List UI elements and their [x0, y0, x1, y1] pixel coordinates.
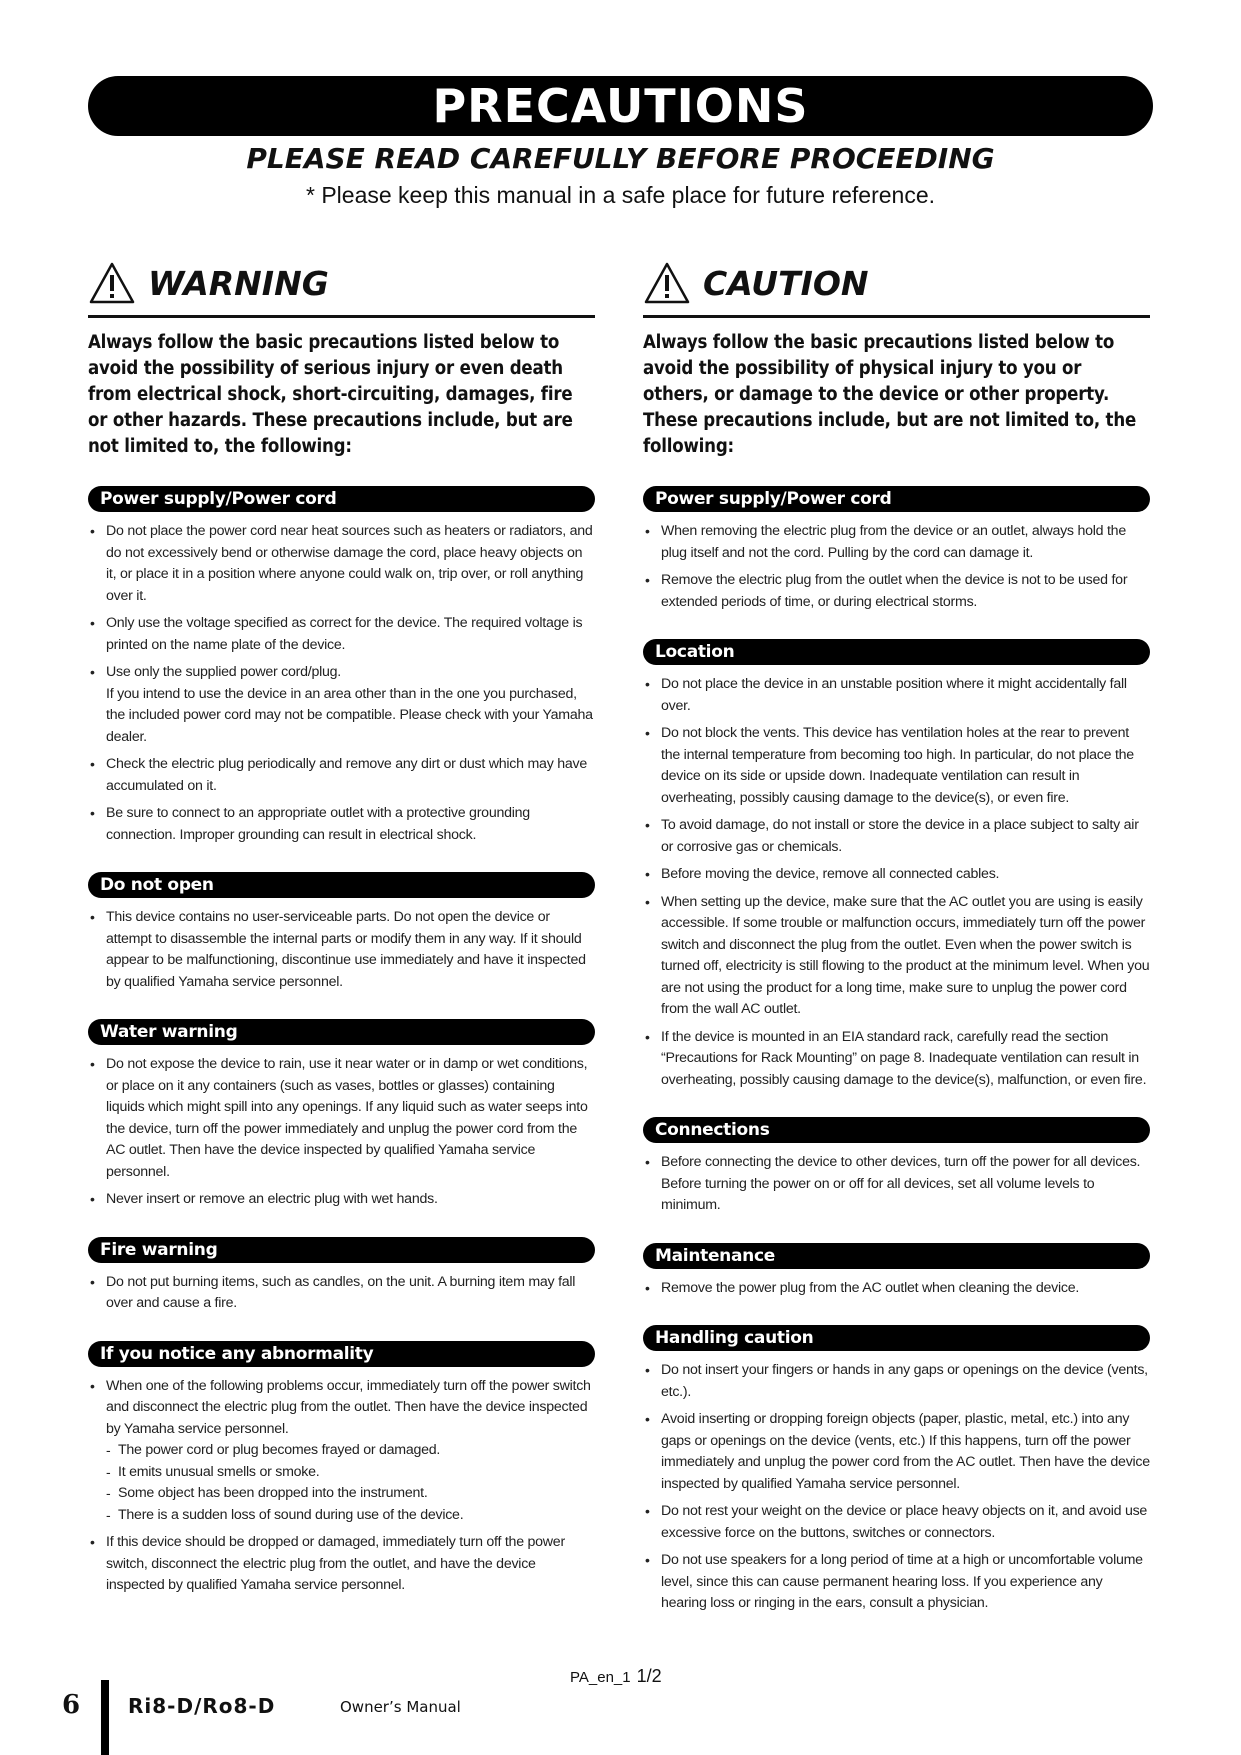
section-title: Water warning: [88, 1019, 595, 1045]
section-water-warning: [88, 1019, 595, 1211]
list-item: • If this device should be dropped or damaged, immediately turn off the power switch, disconnect the electric plug from the outlet, and have the device inspected by qualified Yamaha service personnel.: [88, 1532, 595, 1597]
section-title: If you notice any abnormality: [88, 1341, 595, 1367]
item-text-extra: If you intend to use the device in an area other than in the one you purchased, the included power cord may not be compatible. Please check with your Yamaha dealer.: [106, 685, 593, 745]
section-title: Power supply/Power cord: [88, 486, 595, 512]
list-item: • Do not insert your fingers or hands in any gaps or openings on the device (vents, etc.).: [643, 1360, 1150, 1403]
caution-column: [643, 255, 1150, 1621]
section-power-caution: [643, 486, 1150, 613]
list-item: • When setting up the device, make sure that the AC outlet you are using is easily accessible. If some trouble or malfunction occurs, immediately turn off the power switch and disconnect the plug from the outlet. Even when the power switch is turned off, electricity is still flowing to the product at the minimum level. When you are not using the product for a long time, make sure to unplug the power cord from the wall AC outlet.: [643, 892, 1150, 1021]
list-item: • Do not expose the device to rain, use it near water or in damp or wet conditions, or place on it any containers (such as vases, bottles or glasses) containing liquids which might spill into any openings. If any liquid such as water seeps into the device, turn off the power immediately and unplug the power cord from the AC outlet. Then have the device inspected by qualified Yamaha service personnel.: [88, 1054, 595, 1183]
list-item: • When removing the electric plug from the device or an outlet, always hold the plug itself and not the cord. Pulling by the cord can damage it.: [643, 521, 1150, 564]
section-handling: [643, 1325, 1150, 1615]
section-title: Maintenance: [643, 1243, 1150, 1269]
list-item: • To avoid damage, do not install or store the device in a place subject to salty air or corrosive gas or chemicals.: [643, 815, 1150, 858]
keep-note: * Please keep this manual in a safe place for future reference.: [305, 182, 936, 208]
warning-triangle-icon: [88, 261, 136, 305]
list-item: • Never insert or remove an electric plug with wet hands.: [88, 1189, 595, 1211]
list-item: • If the device is mounted in an EIA standard rack, carefully read the section “Precautions for Rack Mounting” on page 8. Inadequate ventilation can result in overheating, possibly causing damage to the device(s), malfunction, or even fire.: [643, 1027, 1150, 1092]
section-title: Fire warning: [88, 1237, 595, 1263]
caution-title: CAUTION: [703, 263, 869, 303]
page-title: PRECAUTIONS: [88, 76, 1153, 136]
warning-intro: Always follow the basic precautions listed below to avoid the possibility of serious injury or even death from electrical shock, short-circuiting, damages, fire or other hazards. These precautions include, but are not limited to, the following:: [88, 332, 573, 457]
list-item: • Avoid inserting or dropping foreign objects (paper, plastic, metal, etc.) into any gaps or openings on the device (vents, etc.) If this happens, turn off the power immediately and unplug the power cord from the AC outlet. Then have the device inspected by qualified Yamaha service personnel.: [643, 1409, 1150, 1495]
sub-list-item: - Some object has been dropped into the instrument.: [106, 1483, 595, 1505]
list-item: • Do not place the device in an unstable position where it might accidentally fall over.: [643, 674, 1150, 717]
list-item: • Only use the voltage specified as correct for the device. The required voltage is printed on the name plate of the device.: [88, 613, 595, 656]
page-fraction: 1/2: [636, 1666, 662, 1686]
warning-heading: [88, 255, 595, 318]
item-text: When one of the following problems occur, immediately turn off the power switch and disconnect the electric plug from the outlet. Then have the device inspected by Yamaha service personnel.: [106, 1377, 591, 1437]
section-fire-warning: [88, 1237, 595, 1315]
code-text: PA_en_1: [570, 1669, 631, 1686]
section-title: Do not open: [88, 872, 595, 898]
caution-triangle-icon: [643, 261, 691, 305]
section-title: Power supply/Power cord: [643, 486, 1150, 512]
section-location: [643, 639, 1150, 1091]
list-item: • Do not use speakers for a long period of time at a high or uncomfortable volume level, since this can cause permanent hearing loss. If you experience any hearing loss or ringing in the ears, consult a physician.: [643, 1550, 1150, 1615]
section-title: Connections: [643, 1117, 1150, 1143]
list-item: • Before moving the device, remove all connected cables.: [643, 864, 1150, 886]
list-item: • Remove the electric plug from the outlet when the device is not to be used for extended periods of time, or during electrical storms.: [643, 570, 1150, 613]
list-item: • Do not block the vents. This device has ventilation holes at the rear to prevent the internal temperature from becoming too high. In particular, do not place the device on its side or upside down. Inadequate ventilation can result in overheating, possibly causing damage to the device(s), or even fire.: [643, 723, 1150, 809]
sub-list-item: - It emits unusual smells or smoke.: [106, 1462, 595, 1484]
warning-title: WARNING: [148, 263, 329, 303]
section-do-not-open: [88, 872, 595, 993]
section-maintenance: [643, 1243, 1150, 1300]
list-item: [88, 662, 595, 748]
model-name: Ri8-D/Ro8-D: [128, 1694, 276, 1718]
manual-label: Owner’s Manual: [340, 1698, 461, 1716]
sub-list-item: - There is a sudden loss of sound during use of the device.: [106, 1505, 595, 1527]
item-text: Use only the supplied power cord/plug.: [106, 664, 341, 680]
list-item: • Check the electric plug periodically and remove any dirt or dust which may have accumulated on it.: [88, 754, 595, 797]
footer-divider: [101, 1680, 109, 1755]
list-item: • This device contains no user-serviceable parts. Do not open the device or attempt to disassemble the internal parts or modify them in any way. If it should appear to be malfunctioning, discontinue use immediately and have it inspected by qualified Yamaha service personnel.: [88, 907, 595, 993]
list-item: • Do not put burning items, such as candles, on the unit. A burning item may fall over and cause a fire.: [88, 1272, 595, 1315]
list-item: • Do not rest your weight on the device or place heavy objects on it, and avoid use excessive force on the buttons, switches or connectors.: [643, 1501, 1150, 1544]
caution-intro: Always follow the basic precautions listed below to avoid the possibility of physical injury to you or others, or damage to the device or other property. These precautions include, but are not limited to, the following:: [643, 332, 1137, 457]
section-connections: [643, 1117, 1150, 1217]
section-title: Location: [643, 639, 1150, 665]
warning-column: [88, 255, 595, 1603]
list-item: • Be sure to connect to an appropriate outlet with a protective grounding connection. Improper grounding can result in electrical shock.: [88, 803, 595, 846]
section-abnormality: [88, 1341, 595, 1597]
list-item: • Before connecting the device to other devices, turn off the power for all devices. Before turning the power on or off for all devices, set all volume levels to minimum.: [643, 1152, 1150, 1217]
page-number: 6: [62, 1690, 81, 1720]
list-item: • Remove the power plug from the AC outlet when cleaning the device.: [643, 1278, 1150, 1300]
list-item: • Do not place the power cord near heat sources such as heaters or radiators, and do not excessively bend or otherwise damage the cord, place heavy objects on it, or place it in a position where anyone could walk on, trip over, or roll anything over it.: [88, 521, 595, 607]
section-title: Handling caution: [643, 1325, 1150, 1351]
section-power-warning: [88, 486, 595, 846]
subtitle: PLEASE READ CAREFULLY BEFORE PROCEEDING: [246, 142, 995, 175]
document-code: [570, 1666, 662, 1687]
sub-list-item: - The power cord or plug becomes frayed or damaged.: [106, 1440, 595, 1462]
caution-heading: [643, 255, 1150, 318]
list-item: [88, 1376, 595, 1527]
